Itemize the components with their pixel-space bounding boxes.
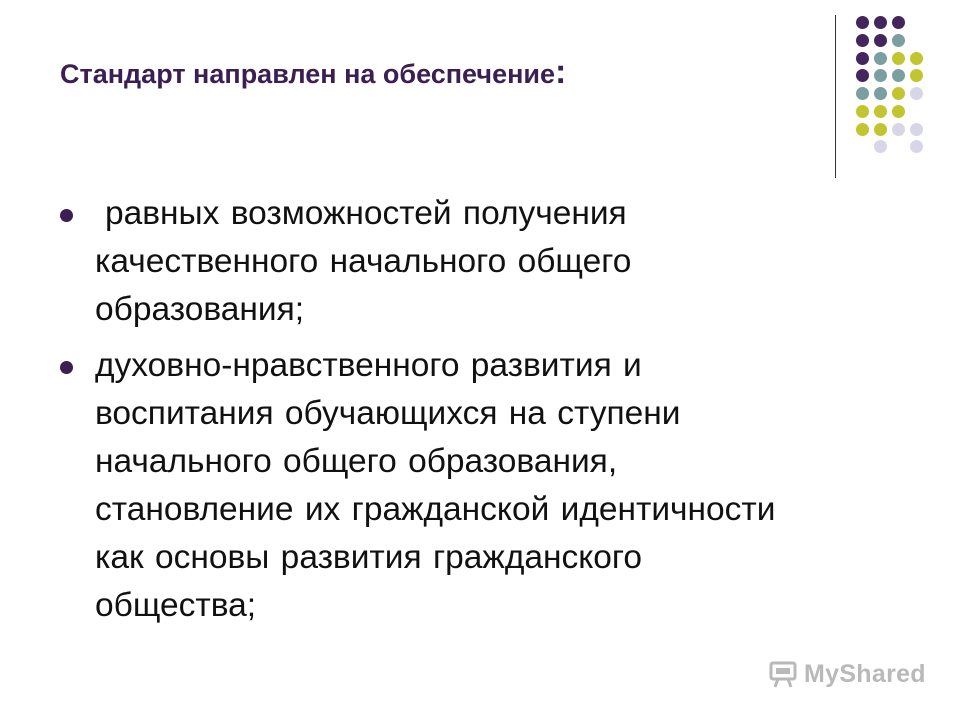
- decorative-dot: [874, 16, 887, 29]
- bullet-line: как основы развития гражданского: [95, 539, 643, 576]
- decorative-dot: [856, 87, 869, 100]
- bullet-line: духовно-нравственного развития и: [95, 347, 642, 384]
- bullet-line: становление их гражданской идентичности: [95, 491, 776, 528]
- bullet-list: [60, 190, 920, 638]
- watermark[interactable]: [768, 656, 926, 692]
- decorative-dot: [910, 87, 923, 100]
- decorative-dot: [856, 52, 869, 65]
- bullet-item: [60, 190, 920, 334]
- bullet-item: [60, 342, 920, 630]
- bullet-marker-icon: [60, 209, 73, 222]
- decorative-dot: [892, 52, 905, 65]
- decorative-divider: [835, 15, 836, 178]
- decorative-dot: [910, 69, 923, 82]
- decorative-dot: [892, 69, 905, 82]
- decorative-dot: [874, 34, 887, 47]
- decorative-dot: [874, 123, 887, 136]
- slide-title-colon: :: [555, 53, 567, 91]
- bullet-line: качественного начального общего: [95, 243, 632, 280]
- decorative-dot: [892, 105, 905, 118]
- bullet-line: образования;: [95, 291, 305, 328]
- bullet-line: начального общего образования,: [95, 443, 618, 480]
- decorative-dot: [892, 16, 905, 29]
- decorative-dot: [892, 87, 905, 100]
- presentation-board-icon: [768, 659, 798, 689]
- decorative-dot: [910, 123, 923, 136]
- decorative-dot: [892, 123, 905, 136]
- slide-title: [60, 50, 780, 96]
- decorative-dot: [856, 69, 869, 82]
- decorative-dot: [874, 140, 887, 153]
- decorative-dot: [892, 34, 905, 47]
- decorative-dot: [856, 34, 869, 47]
- decorative-dot: [856, 16, 869, 29]
- bullet-marker-icon: [60, 361, 73, 374]
- decorative-dot: [910, 140, 923, 153]
- bullet-line: общества;: [95, 587, 257, 624]
- decorative-dot: [874, 105, 887, 118]
- decorative-dot: [910, 52, 923, 65]
- bullet-text: [95, 342, 920, 630]
- watermark-text: MyShared: [804, 659, 926, 688]
- slide-title-text: Стандарт направлен на обеспечение: [60, 59, 556, 89]
- decorative-dot: [874, 87, 887, 100]
- decorative-dot: [856, 123, 869, 136]
- decorative-dot: [856, 105, 869, 118]
- bullet-line: равных возможностей получения: [105, 195, 627, 232]
- decorative-dot: [874, 52, 887, 65]
- decorative-dot: [874, 69, 887, 82]
- bullet-line: воспитания обучающихся на ступени: [95, 395, 681, 432]
- bullet-text: [95, 190, 920, 334]
